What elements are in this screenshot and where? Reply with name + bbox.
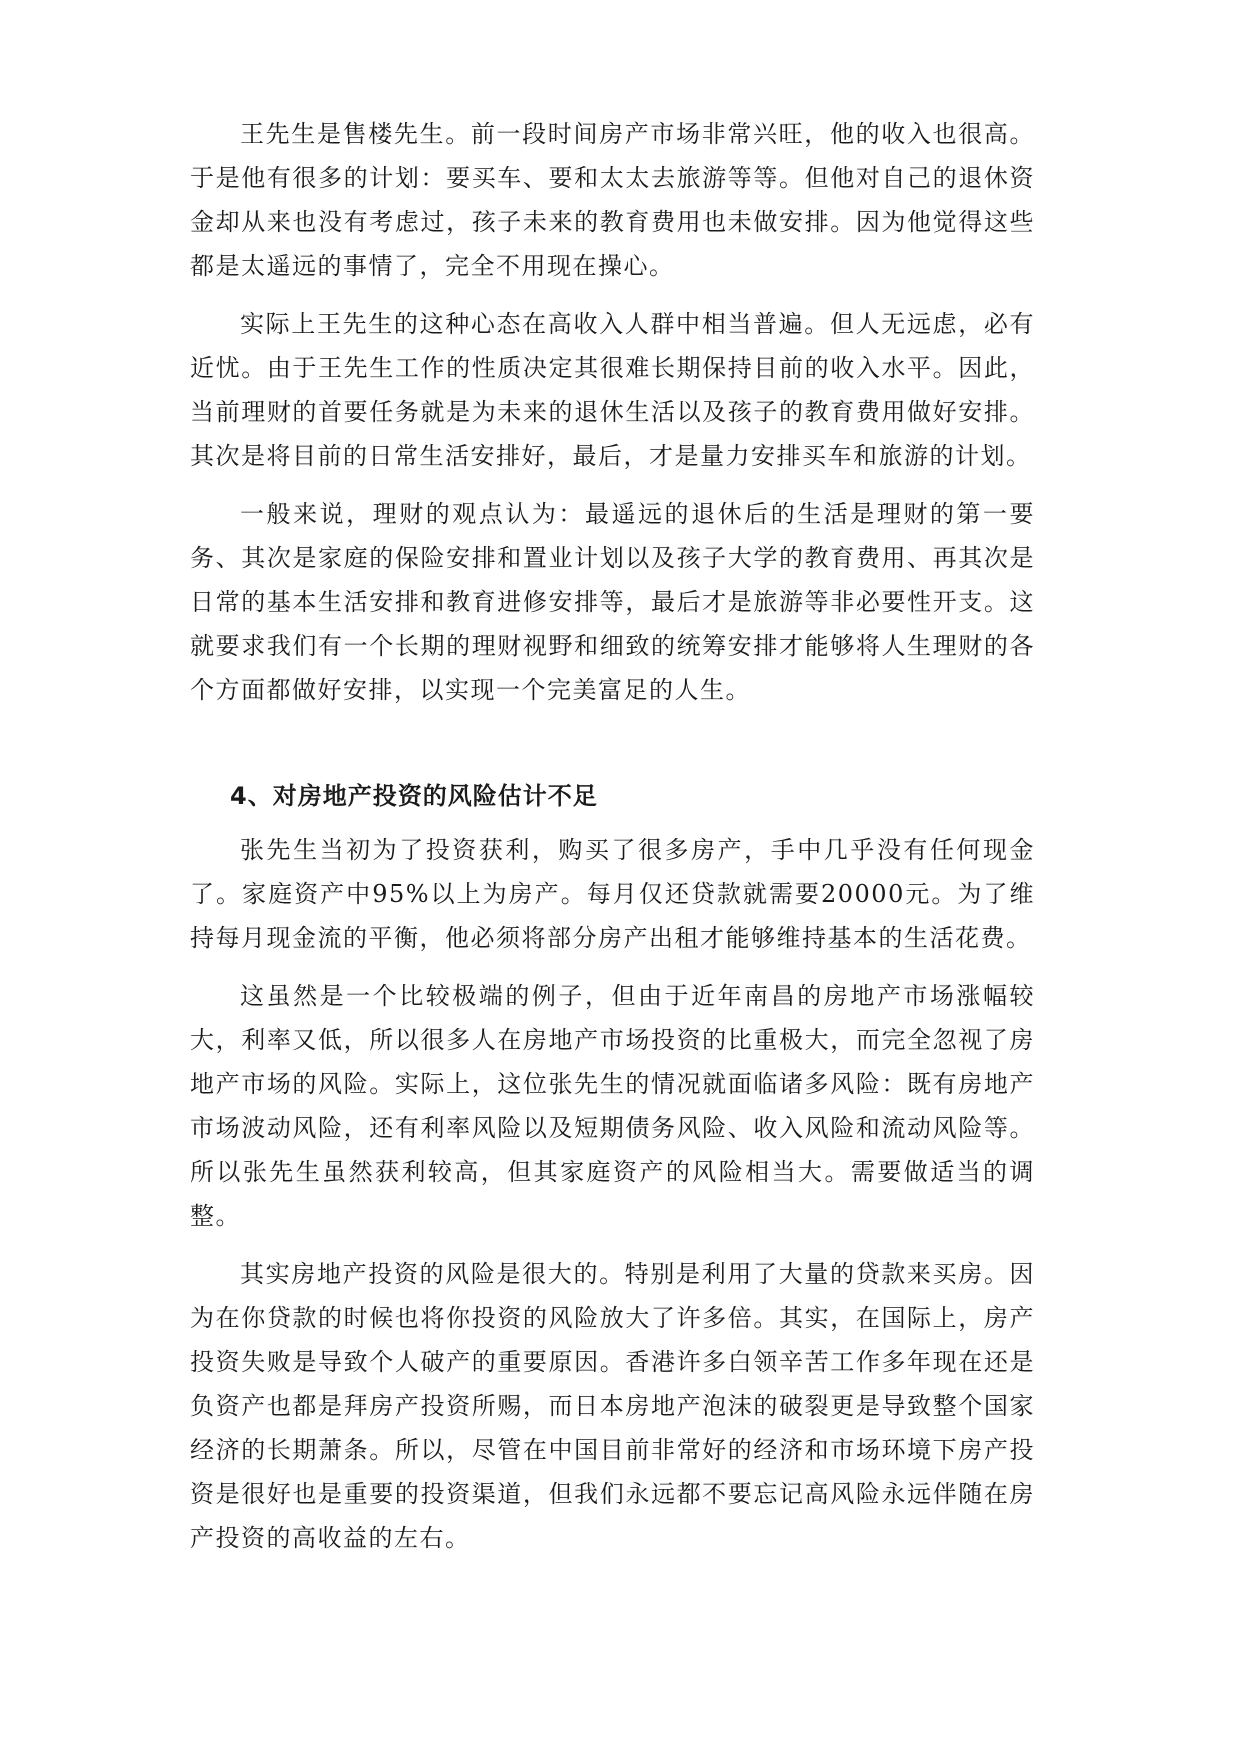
- body-paragraph: 实际上王先生的这种心态在高收入人群中相当普遍。但人无远虑，必有近忧。由于王先生工作的性质决定其很难长期保持目前的收入水平。因此，当前理财的首要任务就是为未来的退休生活以及孩子的教育费用做好安排。其次是将目前的日常生活安排好，最后，才是量力安排买车和旅游的计划。: [190, 310, 1035, 470]
- body-paragraph: 其实房地产投资的风险是很大的。特别是利用了大量的贷款来买房。因为在你贷款的时候也将你投资的风险放大了许多倍。其实，在国际上，房产投资失败是导致个人破产的重要原因。香港许多白领辛苦工作多年现在还是负资产也都是拜房产投资所赐，而日本房地产泡沫的破裂更是导致整个国家经济的长期萧条。所以，尽管在中国目前非常好的经济和市场环境下房产投资是很好也是重要的投资渠道，但我们永远都不要忘记高风险永远伴随在房产投资的高收益的左右。: [190, 1260, 1035, 1552]
- body-paragraph: 一般来说，理财的观点认为：最遥远的退休后的生活是理财的第一要务、其次是家庭的保险安排和置业计划以及孩子大学的教育费用、再其次是日常的基本生活安排和教育进修安排等，最后才是旅游等非必要性开支。这就要求我们有一个长期的理财视野和细致的统筹安排才能够将人生理财的各个方面都做好安排，以实现一个完美富足的人生。: [190, 500, 1035, 704]
- body-paragraph: 这虽然是一个比较极端的例子，但由于近年南昌的房地产市场涨幅较大，利率又低，所以很多人在房地产市场投资的比重极大，而完全忽视了房地产市场的风险。实际上，这位张先生的情况就面临诸多风险：既有房地产市场波动风险，还有利率风险以及短期债务风险、收入风险和流动风险等。所以张先生虽然获利较高，但其家庭资产的风险相当大。需要做适当的调整。: [190, 982, 1035, 1230]
- body-paragraph: 张先生当初为了投资获利，购买了很多房产，手中几乎没有任何现金了。家庭资产中95%以上为房产。每月仅还贷款就需要20000元。为了维持每月现金流的平衡，他必须将部分房产出租才能够维持基本的生活花费。: [190, 836, 1035, 952]
- section-heading: 4、对房地产投资的风险估计不足: [230, 782, 598, 810]
- document-page: [190, 112, 1035, 1560]
- body-paragraph: 王先生是售楼先生。前一段时间房产市场非常兴旺，他的收入也很高。于是他有很多的计划：要买车、要和太太去旅游等等。但他对自己的退休资金却从来也没有考虑过，孩子未来的教育费用也未做安排。因为他觉得这些都是太遥远的事情了，完全不用现在操心。: [190, 120, 1035, 280]
